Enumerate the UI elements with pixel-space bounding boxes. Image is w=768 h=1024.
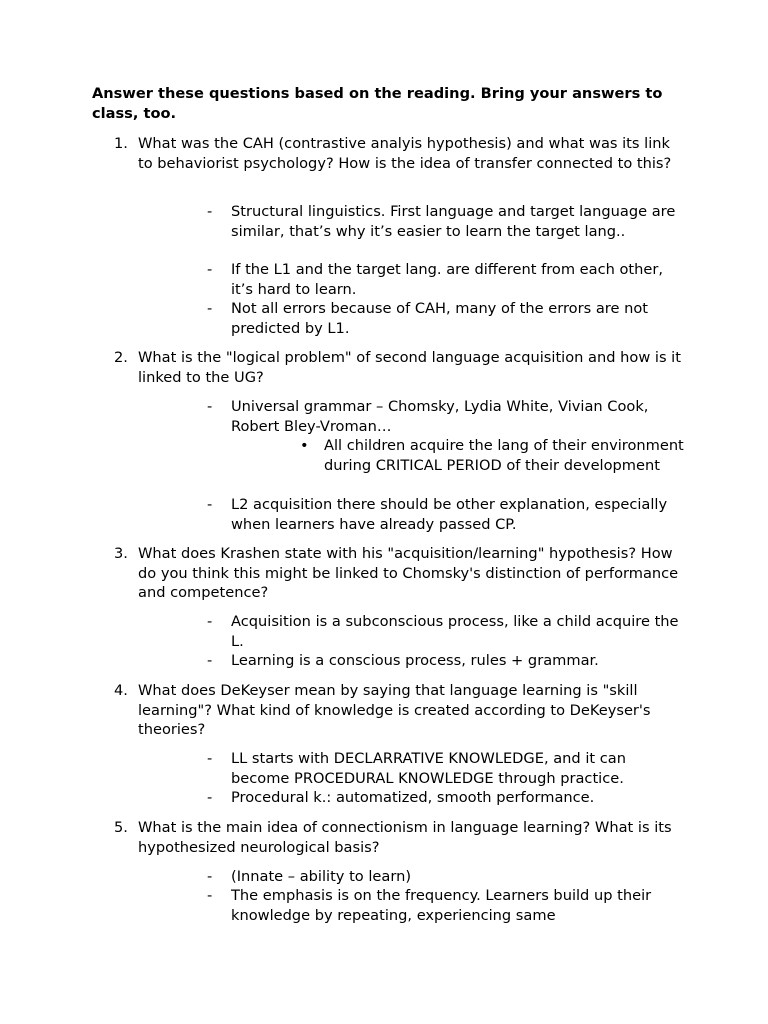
answer-text: If the L1 and the target lang. are different from each other, it’s hard to learn. xyxy=(231,261,664,298)
answer-text: Not all errors because of CAH, many of the errors are not predicted by L1. xyxy=(231,300,648,337)
instructions-heading: Answer these questions based on the reading. Bring your answers to class, too. xyxy=(92,85,663,122)
answer-item xyxy=(207,749,687,788)
question-number: 2. xyxy=(114,349,128,366)
question-text: What was the CAH (contrastive analyis hypothesis) and what was its link to behaviorist psychology? How is the idea of transfer connected to this? xyxy=(138,135,672,172)
dash-marker: - xyxy=(207,261,213,278)
dash-marker: - xyxy=(207,203,213,220)
answer-text: The emphasis is on the frequency. Learners build up their knowledge by repeating, experiencing same xyxy=(231,887,652,924)
answer-text: Universal grammar – Chomsky, Lydia White, Vivian Cook, Robert Bley-Vroman… xyxy=(231,398,649,435)
dash-marker: - xyxy=(207,496,213,513)
answer-item xyxy=(207,651,687,671)
answer-text: Acquisition is a subconscious process, like a child acquire the L. xyxy=(231,613,679,650)
answer-item xyxy=(207,612,687,651)
answer-text: Learning is a conscious process, rules + grammar. xyxy=(231,652,599,669)
sub-answer-item xyxy=(300,436,690,475)
question-text: What is the "logical problem" of second language acquisition and how is it linked to the UG? xyxy=(138,349,681,386)
question-4 xyxy=(114,681,694,740)
answer-item xyxy=(207,299,687,338)
answer-item xyxy=(207,788,687,808)
dash-marker: - xyxy=(207,613,213,630)
answer-item xyxy=(207,495,687,534)
answer-text: Structural linguistics. First language and target language are similar, that’s why it’s easier to learn the target lang.. xyxy=(231,203,676,240)
question-number: 1. xyxy=(114,135,128,152)
question-text: What is the main idea of connectionism in language learning? What is its hypothesized neurological basis? xyxy=(138,819,672,856)
question-1 xyxy=(114,134,694,173)
dash-marker: - xyxy=(207,887,213,904)
bullet-marker: • xyxy=(300,437,309,454)
answer-text: (Innate – ability to learn) xyxy=(231,868,412,885)
answer-item xyxy=(207,202,687,241)
question-text: What does Krashen state with his "acquisition/learning" hypothesis? How do you think this might be linked to Chomsky's distinction of performance and competence? xyxy=(138,545,679,602)
question-5 xyxy=(114,818,694,857)
answer-text: Procedural k.: automatized, smooth performance. xyxy=(231,789,595,806)
answer-text: L2 acquisition there should be other explanation, especially when learners have already passed CP. xyxy=(231,496,668,533)
question-number: 4. xyxy=(114,682,128,699)
answer-item xyxy=(207,260,687,299)
dash-marker: - xyxy=(207,868,213,885)
answer-item xyxy=(207,867,687,887)
question-2 xyxy=(114,348,694,387)
dash-marker: - xyxy=(207,300,213,317)
answer-item xyxy=(207,886,687,925)
answer-item xyxy=(207,397,687,436)
question-text: What does DeKeyser mean by saying that language learning is "skill learning"? What kind of knowledge is created according to DeKeyser's theories? xyxy=(138,682,651,739)
dash-marker: - xyxy=(207,789,213,806)
question-number: 3. xyxy=(114,545,128,562)
sub-answer-text: All children acquire the lang of their environment during CRITICAL PERIOD of their development xyxy=(324,437,684,474)
dash-marker: - xyxy=(207,750,213,767)
dash-marker: - xyxy=(207,652,213,669)
question-3 xyxy=(114,544,694,603)
answer-text: LL starts with DECLARRATIVE KNOWLEDGE, and it can become PROCEDURAL KNOWLEDGE through practice. xyxy=(231,750,626,787)
question-number: 5. xyxy=(114,819,128,836)
dash-marker: - xyxy=(207,398,213,415)
